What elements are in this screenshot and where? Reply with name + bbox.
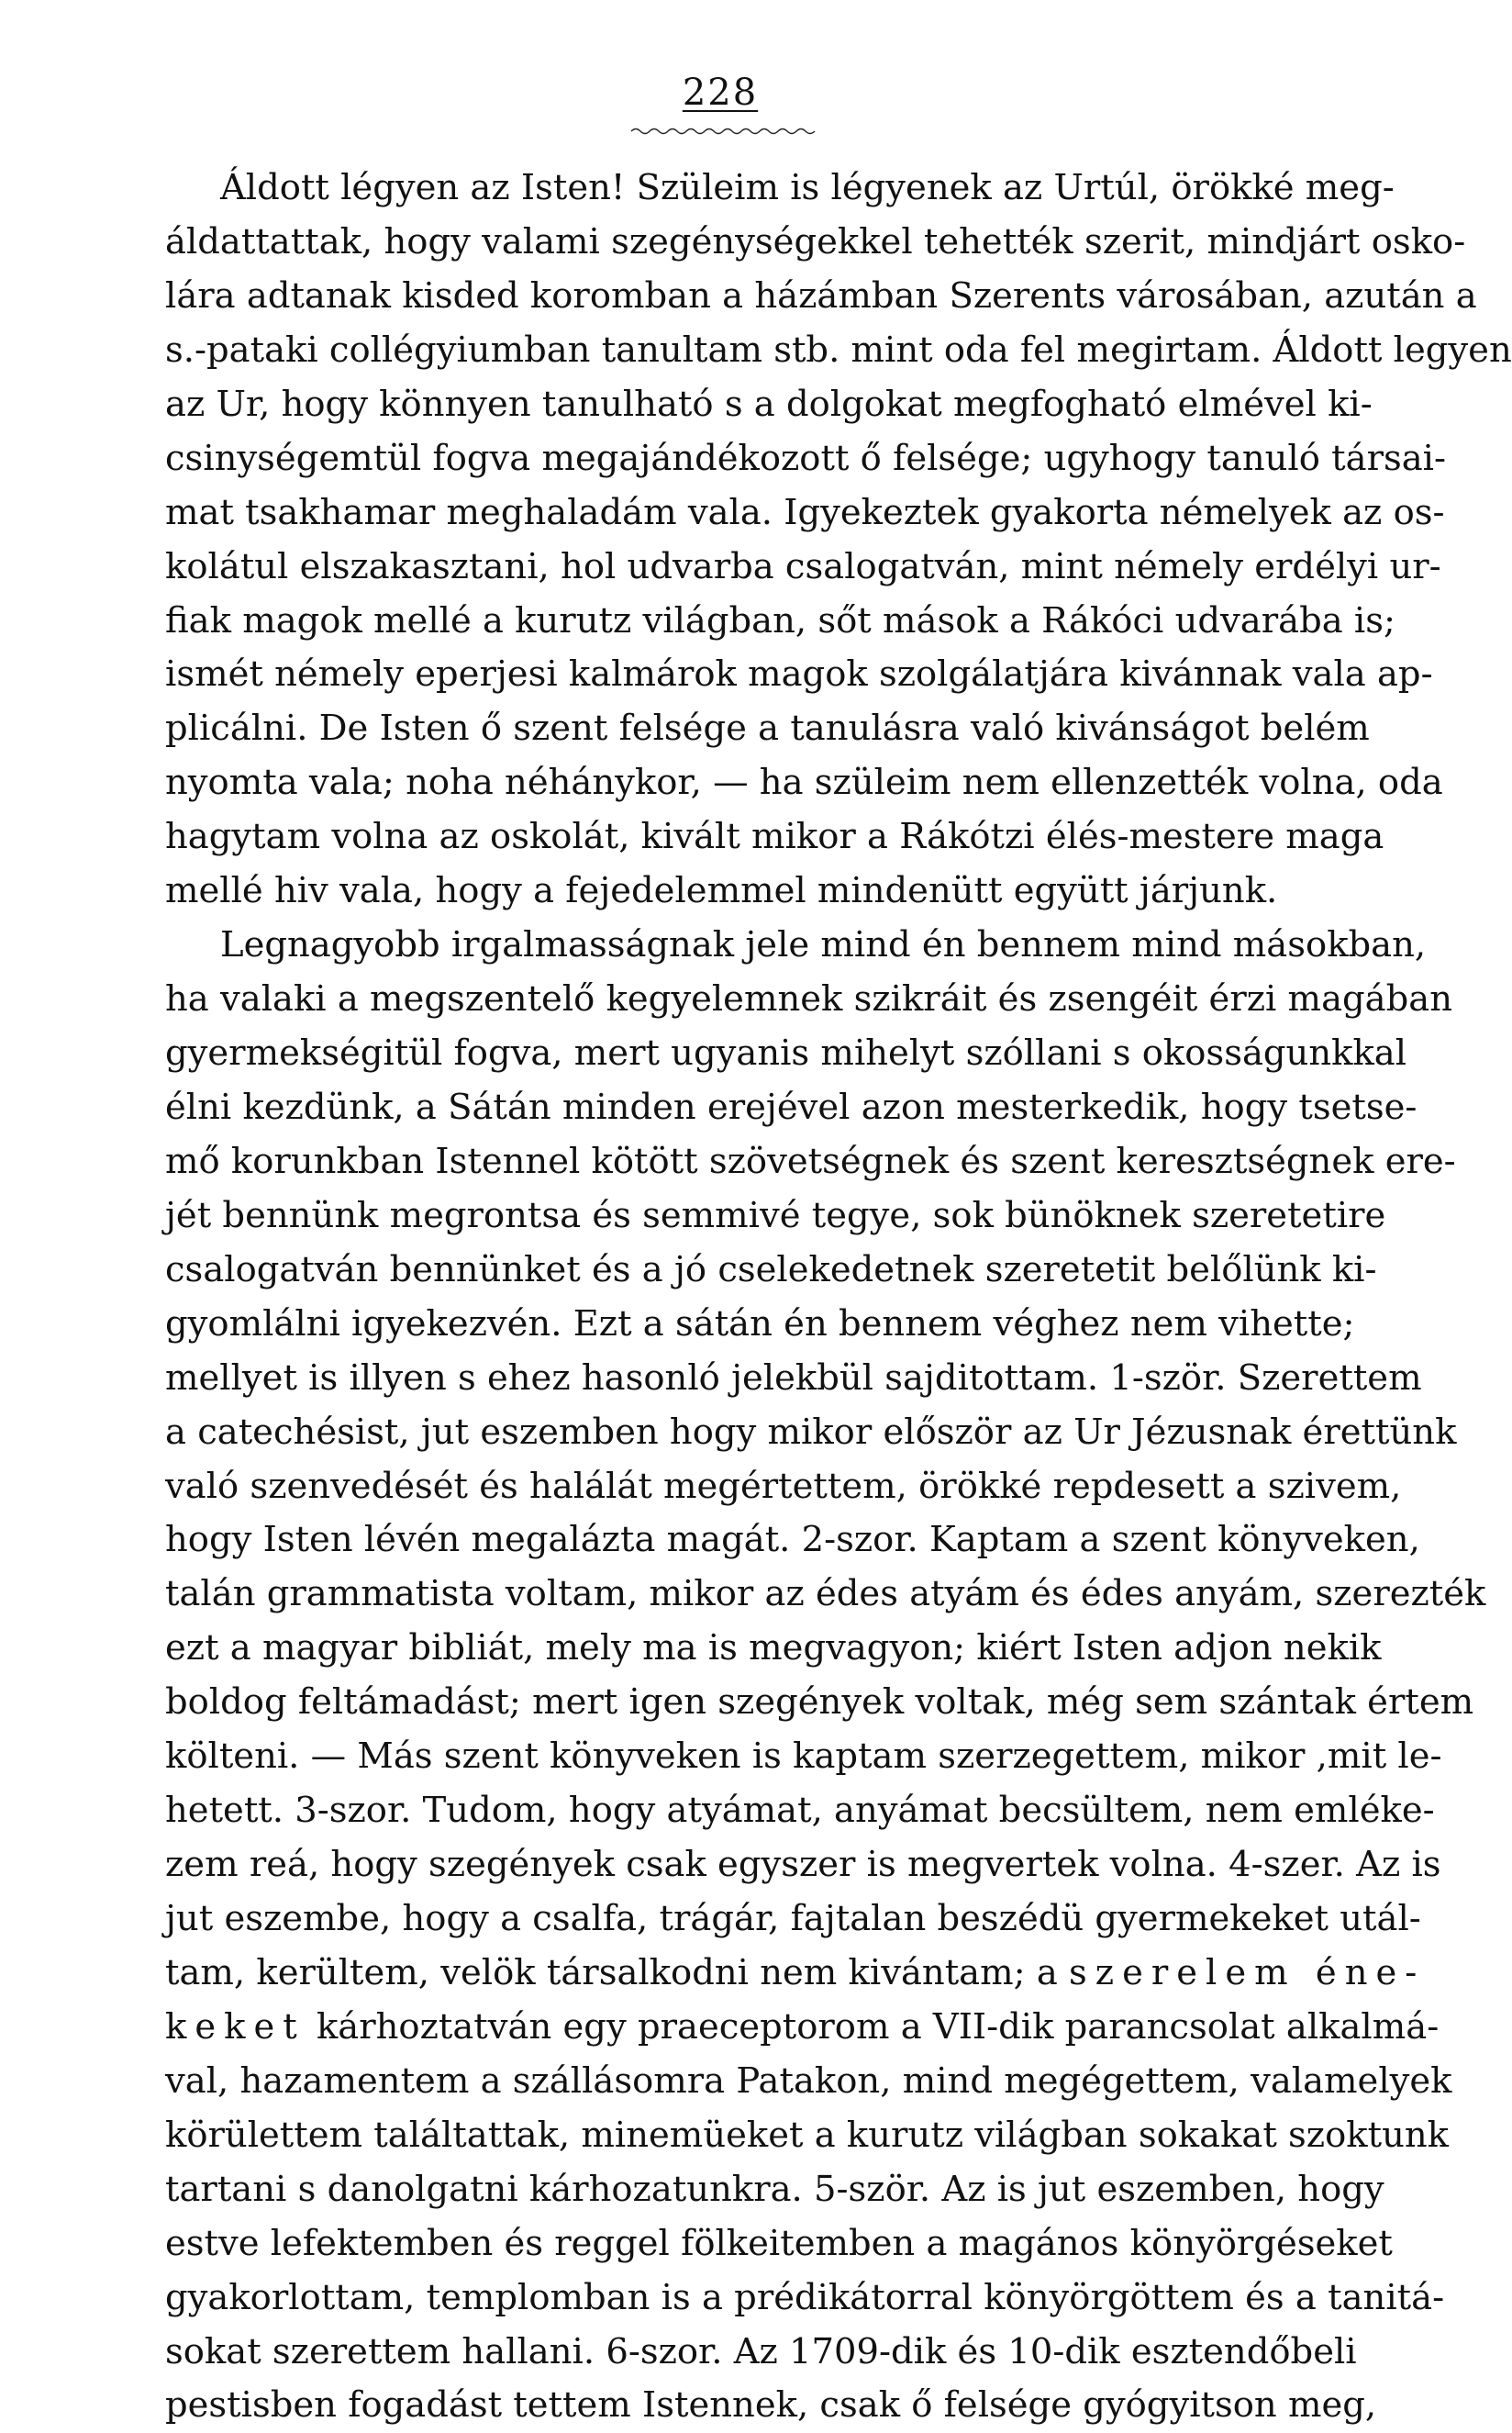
wavy-rule-ornament [631, 127, 815, 136]
text-line: csinységemtül fogva megajándékozott ő felsége; ugyhogy tanuló társai- [165, 437, 1447, 479]
text-line: a catechésist, jut eszemben hogy mikor először az Ur Jézusnak érettünk [165, 1411, 1457, 1453]
text-line: Legnagyobb irgalmasságnak jele mind én bennem mind másokban, [220, 924, 1427, 966]
text-line: költeni. — Más szent könyveken is kaptam szerzegettem, mikor ,mit le- [165, 1735, 1442, 1778]
text-line: zem reá, hogy szegények csak egyszer is megvertek volna. 4-szer. Az is [165, 1844, 1441, 1886]
text-line: talán grammatista voltam, mikor az édes atyám és édes anyám, szerezték [165, 1573, 1486, 1615]
text-line: csalogatván bennünket és a jó cselekedetnek szeretetit belőlünk ki- [165, 1248, 1377, 1290]
text-line: ismét némely eperjesi kalmárok magok szolgálatjára kivánnak vala ap- [165, 653, 1433, 696]
text-line: hogy Isten lévén megalázta magát. 2-szor. Kaptam a szent könyveken, [165, 1519, 1420, 1561]
text-line: pestisben fogadást tettem Istennek, csak ő felsége gyógyitson meg, [165, 2384, 1377, 2427]
text-line: körülettem találtattak, minemüeket a kurutz világban sokakat szoktunk [165, 2114, 1449, 2156]
text-line: gyomlálni igyekezvén. Ezt a sátán én bennem véghez nem vihette; [165, 1302, 1355, 1345]
text-line: boldog feltámadást; mert igen szegények voltak, még sem szántak értem [165, 1681, 1474, 1724]
text-line: élni kezdünk, a Sátán minden erejével azon mesterkedik, hogy tsetse- [165, 1086, 1418, 1128]
text-line: hetett. 3-szor. Tudom, hogy atyámat, anyámat becsültem, nem emléke- [165, 1790, 1435, 1832]
text-line [165, 2001, 1440, 2055]
text-line: tartani s danolgatni kárhozatunkra. 5-ször. Az is jut eszemben, hogy [165, 2168, 1384, 2210]
text-line: való szenvedését és halálát megértettem, örökké repdesett a szivem, [165, 1465, 1402, 1507]
text-line: estve lefektemben és reggel fölkeitemben a magános könyörgéseket [165, 2222, 1393, 2264]
page-header [0, 72, 1440, 114]
text-line: gyakorlottam, templomban is a prédikátorral könyörgöttem és a tanitá- [165, 2276, 1445, 2318]
text-line: mat tsakhamar meghaladám vala. Igyekeztek gyakorta némelyek az os- [165, 491, 1445, 533]
text-line: ezt a magyar bibliát, mely ma is megvagyon; kiért Isten adjon nekik [165, 1627, 1382, 1669]
text-line: s.-pataki collégyiumban tanultam stb. mint oda fel megirtam. Áldott legyen [165, 329, 1512, 371]
text-line: mellyet is illyen s ehez hasonló jelekbül sajditottam. 1-ször. Szerettem [165, 1356, 1422, 1399]
text-line: sokat szerettem hallani. 6-szor. Az 1709-dik és 10-dik esztendőbeli [165, 2330, 1357, 2372]
text-line: mő korunkban Istennel kötött szövetségnek és szent keresztségnek ere- [165, 1140, 1456, 1182]
text-fragment: tam, kerültem, velök társalkodni nem kivántam; a [165, 1951, 1058, 1993]
text-line: mellé hiv vala, hogy a fejedelemmel mindenütt együtt járjunk. [165, 870, 1278, 912]
text-line: nyomta vala; noha néhánykor, — ha szüleim nem ellenzették volna, oda [165, 762, 1443, 804]
text-line: ha valaki a megszentelő kegyelemnek szikráit és zsengéit érzi magában [165, 978, 1453, 1021]
text-line: áldattattak, hogy valami szegénységekkel tehették szerit, mindjárt osko- [165, 220, 1466, 262]
text-line: val, hazamentem a szállásomra Patakon, mind megégettem, valamelyek [165, 2059, 1452, 2102]
text-fragment: kárhoztatván egy praeceptorom a VII-dik parancsolat alkalmá- [305, 2005, 1440, 2048]
text-line: jut eszembe, hogy a csalfa, trágár, fajtalan beszédü gyermekeket utál- [165, 1898, 1421, 1939]
text-line: Áldott légyen az Isten! Szüleim is légyenek az Urtúl, örökké meg- [220, 167, 1395, 208]
text-line: gyermekségitül fogva, mert ugyanis mihelyt szóllani s okosságunkkal [165, 1032, 1407, 1074]
text-line: fiak magok mellé a kurutz világban, sőt mások a Rákóci udvarába is; [165, 599, 1395, 642]
body-text [165, 162, 1512, 2433]
text-line: lára adtanak kisded koromban a házámban Szerents városában, azután a [165, 274, 1477, 317]
text-line: jét bennünk megrontsa és semmivé tegye, sok bünöknek szeretetire [165, 1194, 1386, 1236]
spaced-emphasis: keket [165, 2005, 306, 2048]
text-line [165, 1947, 1426, 2001]
page-number: 228 [682, 72, 759, 114]
text-line: plicálni. De Isten ő szent felsége a tanulásra való kivánságot belém [165, 708, 1370, 750]
spaced-emphasis: szerelem éne- [1069, 1951, 1426, 1993]
text-line: hagytam volna az oskolát, kivált mikor a Rákótzi élés-mestere maga [165, 816, 1384, 858]
text-line: kolátul elszakasztani, hol udvarba csalogatván, mint némely erdélyi ur- [165, 545, 1441, 587]
text-line: az Ur, hogy könnyen tanulható s a dolgokat megfogható elmével ki- [165, 383, 1373, 425]
